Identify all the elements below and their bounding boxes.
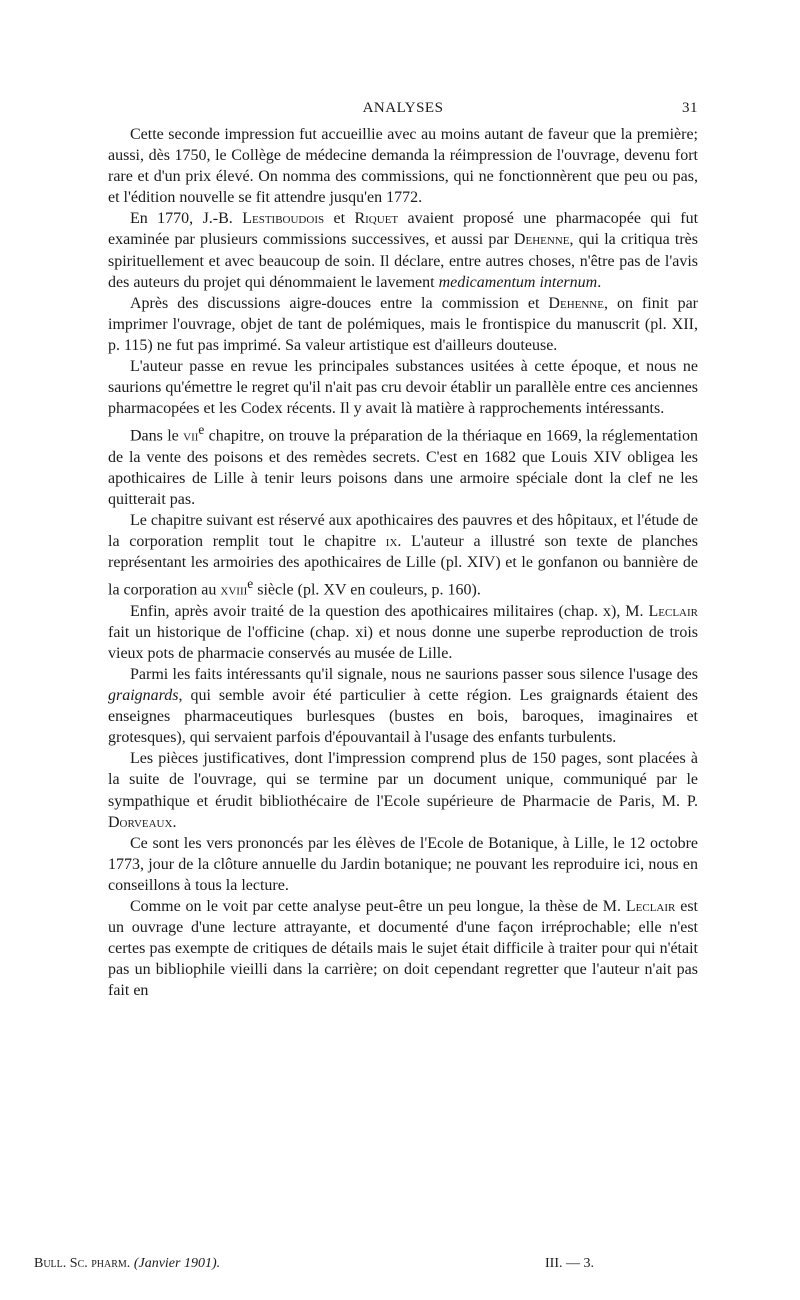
text-run: chapitre, on trouve la préparation de la thériaque en 1669, la réglementation de la vente des poisons et des remèdes secrets. C'est en 1682 que Louis XIV obligea les apothicaires de Lille à tenir leurs poisons dans une armoire spéciale dont la clef ne les quitterait pas. — [108, 427, 699, 508]
paragraph-8 — [108, 664, 698, 748]
italic-text: medicamentum internum — [438, 273, 598, 291]
text-run: siècle (pl. XV en couleurs, p. 160). — [253, 581, 481, 599]
small-caps-text: Dehenne — [548, 294, 604, 312]
text-run: . — [172, 813, 177, 831]
paragraph-7 — [108, 601, 698, 664]
small-caps-text: Dorveaux — [108, 813, 173, 831]
text-run: Parmi les faits intéressants qu'il signale, nous ne saurions passer sous silence l'usage des — [130, 666, 698, 683]
volume-number: III. — 3. — [545, 1256, 594, 1271]
paragraph-9 — [108, 748, 698, 832]
text-run: , on finit par imprimer l'ouvrage, objet de tant de polémiques, mais le frontispice du manuscrit (pl. XII, p. 115) ne fut pas imprimé. Sa valeur artistique est d'ailleurs douteuse. — [108, 294, 699, 354]
small-caps-text: Dehenne — [513, 231, 570, 249]
journal-name: Bull. Sc. pharm. — [34, 1256, 131, 1271]
paragraph-11 — [108, 896, 698, 1001]
page-footer — [34, 1256, 594, 1272]
small-caps-text: ix — [385, 533, 398, 551]
running-header — [108, 100, 698, 124]
superscript: e — [198, 422, 205, 438]
small-caps-text: Lestiboudois — [242, 210, 325, 228]
superscript: e — [247, 576, 254, 592]
page — [108, 100, 698, 1002]
small-caps-text: Leclair — [648, 602, 698, 620]
small-caps-text: xviii — [220, 581, 248, 599]
text-run: Dans le — [130, 427, 184, 445]
text-run: En 1770, J.-B. — [130, 210, 243, 228]
text-run: , qui semble avoir été particulier à cette région. Les graignards étaient des enseignes pharmaceutiques burlesques (bustes en bois, baroques, imaginaires et grotesques), qui servaient parfois d'épouvantail à l'usage des enfants turbulents. — [108, 687, 698, 747]
text-run: Les pièces justificatives, dont l'impression comprend plus de 150 pages, sont placées à la suite de l'ouvrage, qui se termine par un document unique, communiqué par le sympathique et érudit bibliothécaire de l'Ecole supérieure de Pharmacie de Paris, M. P. — [108, 750, 698, 810]
text-run: Le chapitre suivant est réservé aux apothicaires des pauvres et des hôpitaux, et l'étude de la corporation remplit tout le chapitre — [108, 512, 698, 551]
text-run: , qui la critiqua très spirituellement et avec beaucoup de soin. Il déclare, entre autres choses, n'être pas de l'avis des auteurs du projet qui dénommaient le lavement — [108, 231, 698, 291]
text-run: Cette seconde impression fut accueillie avec au moins autant de faveur que la première; aussi, dès 1750, le Collège de médecine demanda la réimpression de l'ouvrage, devenu fort rare et d'un prix élevé. On nomma des commissions, qui ne fonctionnèrent que peu ou pas, et l'édition nouvelle se fit attendre jusqu'en 1772. — [108, 126, 698, 207]
text-run: fait un historique de l'officine (chap. xi) et nous donne une superbe reproduction de trois vieux pots de pharmacie conservés au musée de Lille. — [108, 623, 698, 662]
paragraph-5 — [108, 419, 698, 510]
small-caps-text: Riquet — [354, 210, 399, 228]
text-run: Enfin, après avoir traité de la question des apothicaires militaires (chap. x), M. — [130, 602, 649, 620]
small-caps-text: vii — [183, 427, 199, 445]
issue-date: (Janvier 1901). — [133, 1256, 221, 1271]
section-title: ANALYSES — [362, 100, 444, 116]
text-run: . L'auteur a illustré son texte de planches représentant les armoiries des apothicaires de Lille (pl. XIV) et le gonfanon ou bannière de la corporation au — [108, 533, 698, 599]
text-run: et — [324, 210, 355, 228]
text-run: Ce sont les vers prononcés par les élèves de l'Ecole de Botanique, à Lille, le 12 octobre 1773, jour de la clôture annuelle du Jardin botanique; ne pouvant les reproduire ici, nous en conseillons à tous la lecture. — [108, 834, 698, 894]
page-number: 31 — [682, 100, 698, 116]
text-run: Comme on le voit par cette analyse peut-être un peu longue, la thèse de M. — [130, 898, 626, 916]
text-run: Après des discussions aigre-douces entre la commission et — [130, 294, 549, 312]
article-body — [108, 124, 698, 1002]
text-run: . — [597, 273, 602, 291]
paragraph-6 — [108, 510, 698, 601]
text-run: est un ouvrage d'une lecture attrayante, et documenté d'une façon irréprochable; elle n'est certes pas exempte de critiques de détails mais le sujet était difficile à traiter pour qui n'était pas un bibliophile vieilli dans la carrière; on doit cependant regretter que l'auteur n'ait pas fait en — [108, 898, 698, 1000]
small-caps-text: Leclair — [625, 898, 676, 916]
paragraph-2 — [108, 208, 698, 292]
paragraph-3 — [108, 293, 698, 356]
paragraph-1 — [108, 124, 698, 208]
italic-text: graignards — [108, 687, 179, 705]
text-run: avaient proposé une pharmacopée qui fut examinée par plusieurs commissions successives, et aussi par — [108, 210, 699, 249]
paragraph-4 — [108, 356, 698, 419]
paragraph-10 — [108, 833, 698, 896]
text-run: L'auteur passe en revue les principales substances usitées à cette époque, et nous ne saurions qu'émettre le regret qu'il n'ait pas cru devoir établir un parallèle entre ces anciennes pharmacopées et les Codex récents. Il y avait là matière à rapprochements intéressants. — [108, 358, 698, 418]
